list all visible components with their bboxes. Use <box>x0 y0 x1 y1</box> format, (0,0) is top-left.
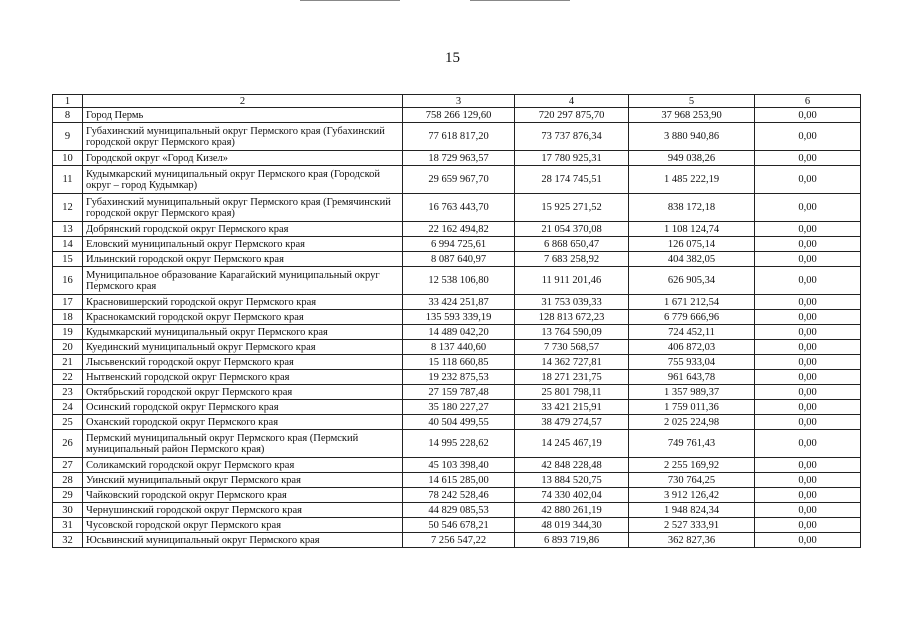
municipality-name-cell: Муниципальное образование Карагайский муниципальный округ Пермского края <box>83 267 403 295</box>
column-3-cell: 8 087 640,97 <box>403 252 515 267</box>
row-number-cell: 31 <box>53 518 83 533</box>
column-3-cell: 22 162 494,82 <box>403 222 515 237</box>
row-number-cell: 17 <box>53 295 83 310</box>
column-6-cell: 0,00 <box>755 194 861 222</box>
column-5-cell: 626 905,34 <box>629 267 755 295</box>
column-5-cell: 404 382,05 <box>629 252 755 267</box>
column-6-cell: 0,00 <box>755 237 861 252</box>
table-row <box>53 166 861 194</box>
column-5-cell: 749 761,43 <box>629 430 755 458</box>
header-cell: 1 <box>53 95 83 108</box>
municipality-name-cell: Кудымкарский муниципальный округ Пермского края (Городской округ – город Кудымкар) <box>83 166 403 194</box>
table-row <box>53 533 861 548</box>
municipality-name-cell: Чайковский городской округ Пермского края <box>83 488 403 503</box>
table-row <box>53 123 861 151</box>
column-4-cell: 38 479 274,57 <box>515 415 629 430</box>
row-number-cell: 30 <box>53 503 83 518</box>
table-row <box>53 151 861 166</box>
column-3-cell: 14 489 042,20 <box>403 325 515 340</box>
header-cell: 6 <box>755 95 861 108</box>
column-3-cell: 12 538 106,80 <box>403 267 515 295</box>
row-number-cell: 23 <box>53 385 83 400</box>
row-number-cell: 29 <box>53 488 83 503</box>
municipality-name-cell: Юсьвинский муниципальный округ Пермского края <box>83 533 403 548</box>
column-3-cell: 7 256 547,22 <box>403 533 515 548</box>
column-4-cell: 48 019 344,30 <box>515 518 629 533</box>
table-row <box>53 340 861 355</box>
table-row <box>53 295 861 310</box>
column-6-cell: 0,00 <box>755 267 861 295</box>
table-row <box>53 473 861 488</box>
top-rule-left <box>300 0 400 1</box>
page-number: 15 <box>445 50 460 66</box>
column-4-cell: 28 174 745,51 <box>515 166 629 194</box>
column-6-cell: 0,00 <box>755 355 861 370</box>
column-3-cell: 27 159 787,48 <box>403 385 515 400</box>
column-3-cell: 16 763 443,70 <box>403 194 515 222</box>
column-4-cell: 42 880 261,19 <box>515 503 629 518</box>
column-4-cell: 42 848 228,48 <box>515 458 629 473</box>
column-6-cell: 0,00 <box>755 108 861 123</box>
column-5-cell: 3 880 940,86 <box>629 123 755 151</box>
column-4-cell: 14 362 727,81 <box>515 355 629 370</box>
column-3-cell: 8 137 440,60 <box>403 340 515 355</box>
column-3-cell: 135 593 339,19 <box>403 310 515 325</box>
table-row <box>53 488 861 503</box>
column-5-cell: 3 912 126,42 <box>629 488 755 503</box>
column-5-cell: 949 038,26 <box>629 151 755 166</box>
column-5-cell: 730 764,25 <box>629 473 755 488</box>
table-row <box>53 400 861 415</box>
municipality-name-cell: Нытвенский городской округ Пермского края <box>83 370 403 385</box>
table-row <box>53 310 861 325</box>
column-3-cell: 14 615 285,00 <box>403 473 515 488</box>
municipality-name-cell: Пермский муниципальный округ Пермского края (Пермский муниципальный район Пермского края) <box>83 430 403 458</box>
column-6-cell: 0,00 <box>755 123 861 151</box>
column-3-cell: 40 504 499,55 <box>403 415 515 430</box>
column-3-cell: 78 242 528,46 <box>403 488 515 503</box>
municipality-name-cell: Чусовской городской округ Пермского края <box>83 518 403 533</box>
municipality-name-cell: Осинский городской округ Пермского края <box>83 400 403 415</box>
column-6-cell: 0,00 <box>755 415 861 430</box>
column-4-cell: 11 911 201,46 <box>515 267 629 295</box>
table-row <box>53 458 861 473</box>
table-row <box>53 385 861 400</box>
row-number-cell: 27 <box>53 458 83 473</box>
column-5-cell: 1 671 212,54 <box>629 295 755 310</box>
table-row <box>53 252 861 267</box>
row-number-cell: 11 <box>53 166 83 194</box>
column-5-cell: 724 452,11 <box>629 325 755 340</box>
row-number-cell: 15 <box>53 252 83 267</box>
column-3-cell: 6 994 725,61 <box>403 237 515 252</box>
column-6-cell: 0,00 <box>755 295 861 310</box>
table-row <box>53 267 861 295</box>
column-3-cell: 45 103 398,40 <box>403 458 515 473</box>
header-cell: 2 <box>83 95 403 108</box>
row-number-cell: 28 <box>53 473 83 488</box>
municipality-name-cell: Соликамский городской округ Пермского края <box>83 458 403 473</box>
column-3-cell: 19 232 875,53 <box>403 370 515 385</box>
column-6-cell: 0,00 <box>755 166 861 194</box>
table-row <box>53 355 861 370</box>
header-cell: 4 <box>515 95 629 108</box>
column-4-cell: 33 421 215,91 <box>515 400 629 415</box>
column-5-cell: 755 933,04 <box>629 355 755 370</box>
municipality-name-cell: Оханский городской округ Пермского края <box>83 415 403 430</box>
budget-table <box>52 94 861 548</box>
row-number-cell: 26 <box>53 430 83 458</box>
municipality-name-cell: Краснокамский городской округ Пермского края <box>83 310 403 325</box>
row-number-cell: 12 <box>53 194 83 222</box>
row-number-cell: 16 <box>53 267 83 295</box>
municipality-name-cell: Уинский муниципальный округ Пермского края <box>83 473 403 488</box>
column-3-cell: 758 266 129,60 <box>403 108 515 123</box>
column-6-cell: 0,00 <box>755 252 861 267</box>
column-3-cell: 50 546 678,21 <box>403 518 515 533</box>
column-4-cell: 6 868 650,47 <box>515 237 629 252</box>
municipality-name-cell: Кудымкарский муниципальный округ Пермского края <box>83 325 403 340</box>
municipality-name-cell: Губахинский муниципальный округ Пермского края (Гремячинский городской округ Пермского края) <box>83 194 403 222</box>
column-6-cell: 0,00 <box>755 222 861 237</box>
row-number-cell: 19 <box>53 325 83 340</box>
column-5-cell: 1 759 011,36 <box>629 400 755 415</box>
column-4-cell: 25 801 798,11 <box>515 385 629 400</box>
column-6-cell: 0,00 <box>755 503 861 518</box>
column-3-cell: 14 995 228,62 <box>403 430 515 458</box>
municipality-name-cell: Лысьвенский городской округ Пермского края <box>83 355 403 370</box>
municipality-name-cell: Ильинский городской округ Пермского края <box>83 252 403 267</box>
column-5-cell: 37 968 253,90 <box>629 108 755 123</box>
column-6-cell: 0,00 <box>755 310 861 325</box>
table-row <box>53 503 861 518</box>
column-6-cell: 0,00 <box>755 385 861 400</box>
row-number-cell: 9 <box>53 123 83 151</box>
row-number-cell: 13 <box>53 222 83 237</box>
column-5-cell: 961 643,78 <box>629 370 755 385</box>
column-6-cell: 0,00 <box>755 533 861 548</box>
column-4-cell: 13 884 520,75 <box>515 473 629 488</box>
table-row <box>53 108 861 123</box>
column-3-cell: 15 118 660,85 <box>403 355 515 370</box>
column-3-cell: 44 829 085,53 <box>403 503 515 518</box>
column-6-cell: 0,00 <box>755 458 861 473</box>
column-6-cell: 0,00 <box>755 473 861 488</box>
table-row <box>53 222 861 237</box>
row-number-cell: 32 <box>53 533 83 548</box>
row-number-cell: 21 <box>53 355 83 370</box>
column-4-cell: 128 813 672,23 <box>515 310 629 325</box>
column-4-cell: 73 737 876,34 <box>515 123 629 151</box>
column-4-cell: 14 245 467,19 <box>515 430 629 458</box>
column-5-cell: 1 108 124,74 <box>629 222 755 237</box>
row-number-cell: 14 <box>53 237 83 252</box>
column-6-cell: 0,00 <box>755 370 861 385</box>
column-6-cell: 0,00 <box>755 325 861 340</box>
municipality-name-cell: Городской округ «Город Кизел» <box>83 151 403 166</box>
column-5-cell: 1 357 989,37 <box>629 385 755 400</box>
row-number-cell: 20 <box>53 340 83 355</box>
municipality-name-cell: Красновишерский городской округ Пермского края <box>83 295 403 310</box>
column-6-cell: 0,00 <box>755 151 861 166</box>
row-number-cell: 8 <box>53 108 83 123</box>
column-5-cell: 2 025 224,98 <box>629 415 755 430</box>
row-number-cell: 10 <box>53 151 83 166</box>
column-4-cell: 13 764 590,09 <box>515 325 629 340</box>
column-3-cell: 29 659 967,70 <box>403 166 515 194</box>
column-3-cell: 33 424 251,87 <box>403 295 515 310</box>
header-cell: 5 <box>629 95 755 108</box>
column-4-cell: 720 297 875,70 <box>515 108 629 123</box>
municipality-name-cell: Добрянский городской округ Пермского края <box>83 222 403 237</box>
header-row <box>53 95 861 108</box>
top-rule-right <box>470 0 570 1</box>
table-row <box>53 430 861 458</box>
column-4-cell: 31 753 039,33 <box>515 295 629 310</box>
column-4-cell: 18 271 231,75 <box>515 370 629 385</box>
column-5-cell: 838 172,18 <box>629 194 755 222</box>
column-5-cell: 2 255 169,92 <box>629 458 755 473</box>
column-5-cell: 126 075,14 <box>629 237 755 252</box>
column-6-cell: 0,00 <box>755 518 861 533</box>
column-6-cell: 0,00 <box>755 488 861 503</box>
column-4-cell: 74 330 402,04 <box>515 488 629 503</box>
municipality-name-cell: Город Пермь <box>83 108 403 123</box>
row-number-cell: 18 <box>53 310 83 325</box>
header-cell: 3 <box>403 95 515 108</box>
table-row <box>53 194 861 222</box>
column-5-cell: 6 779 666,96 <box>629 310 755 325</box>
row-number-cell: 24 <box>53 400 83 415</box>
column-3-cell: 35 180 227,27 <box>403 400 515 415</box>
column-5-cell: 2 527 333,91 <box>629 518 755 533</box>
table-row <box>53 325 861 340</box>
municipality-name-cell: Губахинский муниципальный округ Пермского края (Губахинский городской округ Пермского края) <box>83 123 403 151</box>
column-4-cell: 7 730 568,57 <box>515 340 629 355</box>
column-5-cell: 406 872,03 <box>629 340 755 355</box>
column-3-cell: 18 729 963,57 <box>403 151 515 166</box>
table-row <box>53 415 861 430</box>
row-number-cell: 22 <box>53 370 83 385</box>
column-6-cell: 0,00 <box>755 340 861 355</box>
column-4-cell: 21 054 370,08 <box>515 222 629 237</box>
column-6-cell: 0,00 <box>755 400 861 415</box>
column-4-cell: 7 683 258,92 <box>515 252 629 267</box>
column-6-cell: 0,00 <box>755 430 861 458</box>
column-4-cell: 17 780 925,31 <box>515 151 629 166</box>
column-5-cell: 1 485 222,19 <box>629 166 755 194</box>
column-4-cell: 6 893 719,86 <box>515 533 629 548</box>
table-row <box>53 518 861 533</box>
municipality-name-cell: Еловский муниципальный округ Пермского края <box>83 237 403 252</box>
municipality-name-cell: Октябрьский городской округ Пермского края <box>83 385 403 400</box>
municipality-name-cell: Чернушинский городской округ Пермского края <box>83 503 403 518</box>
column-5-cell: 362 827,36 <box>629 533 755 548</box>
municipality-name-cell: Куединский муниципальный округ Пермского края <box>83 340 403 355</box>
column-5-cell: 1 948 824,34 <box>629 503 755 518</box>
column-3-cell: 77 618 817,20 <box>403 123 515 151</box>
row-number-cell: 25 <box>53 415 83 430</box>
column-4-cell: 15 925 271,52 <box>515 194 629 222</box>
table-row <box>53 237 861 252</box>
table-row <box>53 370 861 385</box>
